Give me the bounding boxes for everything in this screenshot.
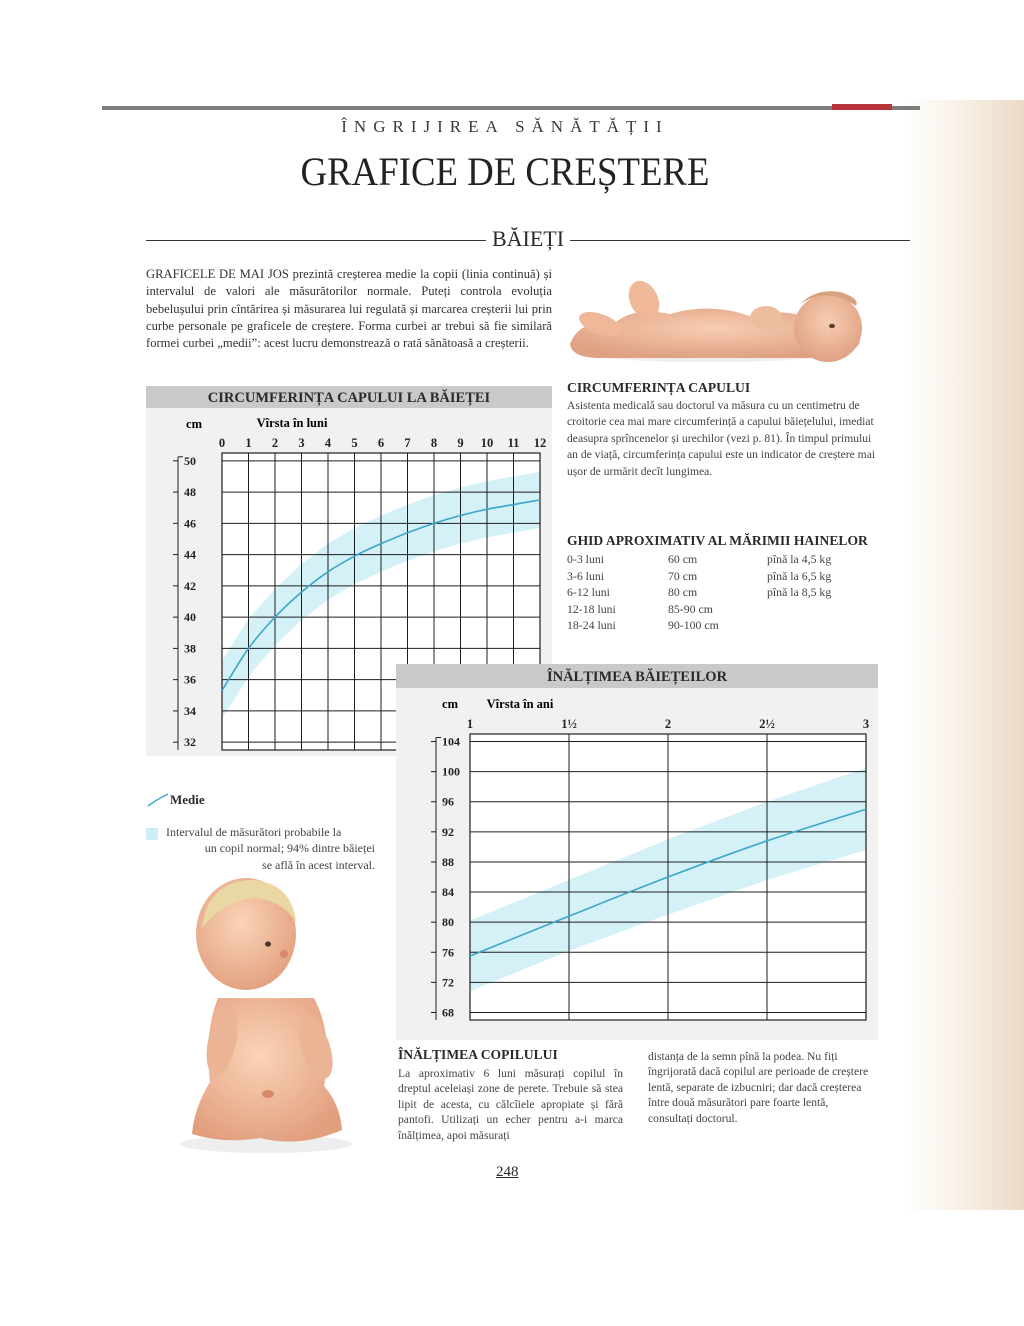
table-row	[567, 551, 831, 568]
height-chart-x-tick-label: 2½	[759, 717, 775, 731]
head-chart-x-tick-label: 5	[351, 436, 358, 450]
height-section-title: ÎNĂLȚIMEA COPILULUI	[398, 1047, 558, 1062]
head-section-text: Asistenta medicală sau doctorul va măsura cu un centimetru de croitorie cea mai mare circumferință a capului băiețelului, imediat deasupra sprîncenelor și urechilor (vezi p. 81). În timpul primului an de viață, circumferința capului este un indicator de creștere mai ușor de urmărit decît lungimea.	[567, 399, 876, 478]
head-chart-x-tick-label: 0	[218, 436, 226, 450]
table-cell: 70 cm	[668, 568, 698, 583]
height-chart-title: ÎNĂLȚIMEA BĂIEȚEILOR	[546, 669, 728, 685]
height-chart-y-tick-label: 88	[442, 854, 454, 869]
subhead	[146, 226, 910, 256]
book-spine-shadow	[905, 100, 1024, 1210]
table-cell: 12-18 luni	[567, 601, 616, 616]
table-cell: pînă la 8,5 kg	[767, 585, 832, 599]
height-chart-y-tick-label: 84	[442, 885, 454, 900]
table-cell: 0-3 luni	[567, 552, 605, 566]
head-chart-y-tick-label: 48	[184, 485, 196, 500]
section-kicker: ÎNGRIJIREA SĂNĂTĂȚII	[341, 117, 669, 136]
top-rule-accent	[832, 104, 892, 110]
baby-lying-illustration	[560, 266, 880, 376]
legend-range-text	[166, 824, 375, 873]
height-section-col1: La aproximativ 6 luni măsurați copilul în dreptul aceleiași zone de perete. Trebuie să stea lipit de acesta, cu călcîiele apropiate și fără pantofi. Utilizați un echer pentru a-i marca înălțimea, apoi măsurați	[398, 1067, 623, 1142]
intro-paragraph: GRAFICELE DE MAI JOS prezintă creșterea medie la copii (linia continuă) și intervalul de valori ale măsurătorilor normale. Puteți controla evoluția bebelușului prin cîntărirea și măsurarea lui regulată și marcarea creșterii lui prin curbe personale pe graficele de creștere. Forma curbei ar trebui să fie similară formei curbei „medii”: acest lucru demonstrează o rată sănătoasă a creșterii.	[146, 267, 552, 351]
table-cell: 60 cm	[668, 552, 698, 566]
table-cell: 85-90 cm	[668, 601, 713, 616]
head-chart-y-tick-label: 40	[184, 610, 196, 625]
head-chart-y-tick-label: 36	[184, 672, 196, 687]
head-chart-x-tick-label: 9	[457, 436, 464, 450]
head-chart-y-tick-label: 50	[184, 453, 196, 468]
height-chart-x-tick-label: 2	[664, 717, 672, 731]
table-row	[567, 617, 831, 634]
table-row	[567, 601, 831, 618]
page-title: GRAFICE DE CREȘTERE	[300, 149, 710, 194]
head-chart-x-tick-label: 6	[377, 436, 385, 450]
table-cell: pînă la 6,5 kg	[767, 568, 832, 583]
height-chart-x-tick-label: 1	[466, 717, 474, 731]
height-chart-y-tick-label: 76	[442, 945, 454, 960]
height-chart	[396, 664, 878, 1040]
clothing-guide-title: GHID APROXIMATIV AL MĂRIMII HAINELOR	[567, 533, 868, 548]
table-cell: 6-12 luni	[567, 585, 610, 599]
head-chart-x-tick-label: 10	[480, 436, 494, 450]
head-chart-y-tick-label: 32	[184, 735, 196, 750]
head-chart-x-tick-label: 4	[324, 436, 332, 450]
height-chart-y-tick-label: 96	[442, 794, 454, 809]
clothing-guide-table	[567, 551, 831, 634]
table-row	[567, 584, 831, 601]
head-chart-ylabel: cm	[186, 417, 202, 431]
head-chart-x-tick-label: 11	[507, 436, 520, 450]
height-chart-xlabel: Vîrsta în ani	[486, 697, 554, 711]
table-cell: pînă la 4,5 kg	[767, 552, 832, 566]
height-chart-y-tick-label: 80	[442, 915, 454, 930]
height-section-col2: distanța de la semn pînă la podea. Nu fiți îngrijorată dacă copilul are perioade de creștere lentă, separate de izbucniri; dar dacă creșterea între două măsurători pare foarte lentă, consultați doctorul.	[648, 1050, 869, 1125]
table-cell: 18-24 luni	[567, 618, 616, 632]
head-section-title: CIRCUMFERINȚA CAPULUI	[567, 380, 751, 395]
legend-median-label: Medie	[170, 792, 205, 807]
height-chart-ylabel: cm	[442, 697, 458, 711]
legend-range-line: se află în acest interval.	[262, 857, 375, 872]
table-cell: 90-100 cm	[668, 618, 719, 632]
head-chart-y-tick-label: 44	[184, 547, 196, 562]
legend-range-swatch	[146, 828, 158, 840]
page-number: 248	[496, 1164, 519, 1180]
baby-sitting-illustration	[164, 872, 364, 1158]
height-chart-y-tick-label: 104	[442, 734, 460, 749]
height-chart-y-tick-label: 92	[442, 824, 454, 839]
head-chart-y-tick-label: 46	[184, 516, 196, 531]
head-chart-y-tick-label: 42	[184, 578, 196, 593]
head-chart-y-tick-label: 38	[184, 641, 196, 656]
height-chart-x-tick-label: 1½	[561, 717, 577, 731]
legend-range-line: Intervalul de măsurători probabile la	[166, 825, 342, 839]
height-chart-y-tick-label: 100	[442, 764, 460, 779]
head-chart-xlabel: Vîrsta în luni	[256, 416, 328, 430]
height-chart-y-tick-label: 72	[442, 975, 454, 990]
head-chart-x-tick-label: 8	[430, 436, 438, 450]
legend-range-line: un copil normal; 94% dintre băieței	[204, 841, 375, 856]
subhead-text: BĂIEȚI	[486, 226, 570, 251]
head-chart-x-tick-label: 2	[271, 436, 279, 450]
head-chart-title: CIRCUMFERINȚA CAPULUI LA BĂIEȚEI	[207, 390, 491, 406]
top-rule	[102, 106, 920, 110]
table-cell: 3-6 luni	[567, 568, 605, 583]
head-chart-x-tick-label: 12	[533, 436, 547, 450]
height-chart-y-tick-label: 68	[442, 1005, 454, 1020]
height-chart-plot	[431, 717, 869, 1020]
table-row	[567, 568, 831, 585]
head-chart-x-tick-label: 7	[404, 436, 411, 450]
legend-median-line	[146, 792, 172, 808]
table-cell: 80 cm	[668, 585, 698, 599]
head-chart-x-tick-label: 1	[245, 436, 252, 450]
head-chart-x-tick-label: 3	[298, 436, 305, 450]
height-chart-x-tick-label: 3	[862, 717, 870, 731]
head-chart-y-tick-label: 34	[184, 703, 196, 718]
